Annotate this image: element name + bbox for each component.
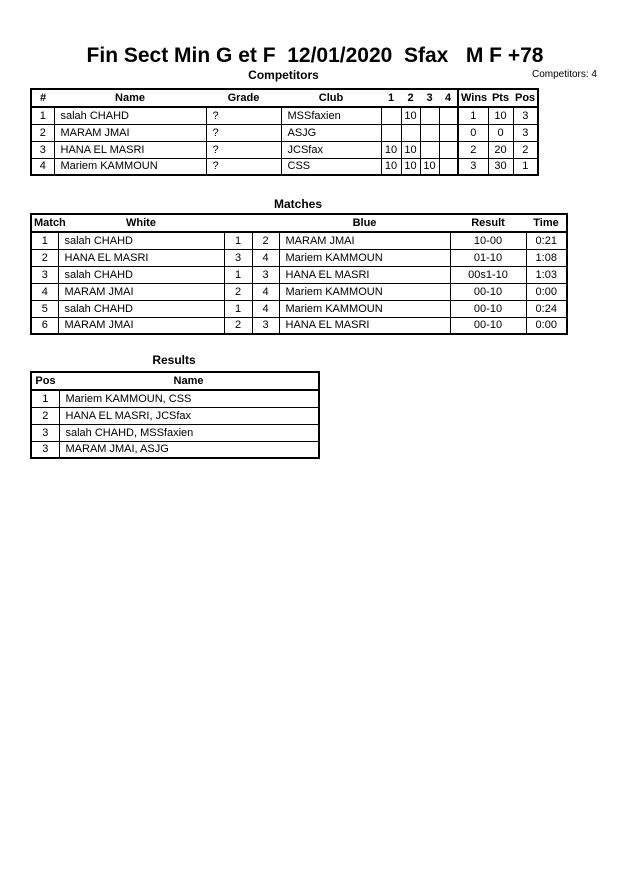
result-row [31,390,319,407]
results-header-row [31,372,319,390]
col-header-club: Club [281,89,381,107]
blue-competitor-number: 4 [252,249,279,266]
col-header-round-1: 1 [381,89,401,107]
competitor-pos: 2 [513,141,538,158]
white-competitor: MARAM JMAI [58,283,224,300]
competitor-pos: 3 [513,107,538,124]
round-3-score [420,141,439,158]
round-3-score [420,107,439,124]
match-time: 0:24 [526,300,567,317]
white-competitor: salah CHAHD [58,300,224,317]
competitor-name: Mariem KAMMOUN [54,158,206,175]
result-name: salah CHAHD, MSSfaxien [59,424,319,441]
white-competitor-number: 2 [224,317,252,334]
competitor-wins: 0 [458,124,488,141]
result-name: MARAM JMAI, ASJG [59,441,319,458]
competitor-grade: ? [206,124,281,141]
competitor-club: ASJG [281,124,381,141]
result-name: Mariem KAMMOUN, CSS [59,390,319,407]
round-1-score [381,107,401,124]
white-competitor: MARAM JMAI [58,317,224,334]
results-section-title: Results [152,353,196,367]
match-time: 0:21 [526,232,567,249]
match-row [31,317,567,334]
col-header-white-number [224,214,252,232]
match-result: 10-00 [450,232,526,249]
competitor-number: 4 [31,158,54,175]
col-header-pos: Pos [31,372,59,390]
white-competitor-number: 1 [224,266,252,283]
white-competitor-number: 1 [224,300,252,317]
col-header-pts: Pts [488,89,513,107]
result-pos: 3 [31,424,59,441]
col-header-time: Time [526,214,567,232]
match-number: 6 [31,317,58,334]
col-header-round-3: 3 [420,89,439,107]
match-number: 5 [31,300,58,317]
round-2-score [401,124,420,141]
col-header-name: Name [54,89,206,107]
match-row [31,300,567,317]
competitor-grade: ? [206,107,281,124]
match-number: 3 [31,266,58,283]
match-number: 2 [31,249,58,266]
competitor-wins: 2 [458,141,488,158]
competitor-row [31,107,538,124]
col-header-name: Name [59,372,319,390]
competitors-header-row [31,89,538,107]
round-4-score [439,141,458,158]
match-number: 1 [31,232,58,249]
competitor-pos: 1 [513,158,538,175]
match-result: 00-10 [450,300,526,317]
col-header-number: # [31,89,54,107]
round-2-score: 10 [401,141,420,158]
round-3-score: 10 [420,158,439,175]
col-header-round-4: 4 [439,89,458,107]
match-result: 00s1-10 [450,266,526,283]
competitor-row [31,158,538,175]
match-result: 00-10 [450,317,526,334]
round-2-score: 10 [401,107,420,124]
white-competitor: salah CHAHD [58,266,224,283]
match-result: 01-10 [450,249,526,266]
match-time: 1:03 [526,266,567,283]
competitor-row [31,124,538,141]
result-name: HANA EL MASRI, JCSfax [59,407,319,424]
blue-competitor: Mariem KAMMOUN [279,249,450,266]
match-time: 0:00 [526,317,567,334]
page-title: Fin Sect Min G et F 12/01/2020 Sfax M F +78 [86,44,544,67]
competitors-table [30,88,539,176]
col-header-blue-number [252,214,279,232]
competitor-pos: 3 [513,124,538,141]
blue-competitor: MARAM JMAI [279,232,450,249]
results-table [30,371,320,459]
blue-competitor: Mariem KAMMOUN [279,300,450,317]
round-1-score: 10 [381,141,401,158]
round-4-score [439,107,458,124]
competitor-club: JCSfax [281,141,381,158]
blue-competitor-number: 4 [252,283,279,300]
white-competitor: HANA EL MASRI [58,249,224,266]
competitor-pts: 10 [488,107,513,124]
white-competitor-number: 2 [224,283,252,300]
matches-section-title: Matches [273,197,323,211]
col-header-result: Result [450,214,526,232]
competitor-club: MSSfaxien [281,107,381,124]
competitor-row [31,141,538,158]
round-1-score: 10 [381,158,401,175]
competitor-grade: ? [206,141,281,158]
matches-header-row [31,214,567,232]
result-row [31,441,319,458]
competitor-number: 3 [31,141,54,158]
competitor-wins: 1 [458,107,488,124]
col-header-wins: Wins [458,89,488,107]
blue-competitor-number: 3 [252,317,279,334]
competitor-name: salah CHAHD [54,107,206,124]
round-3-score [420,124,439,141]
competitor-wins: 3 [458,158,488,175]
round-2-score: 10 [401,158,420,175]
competitor-number: 2 [31,124,54,141]
result-row [31,424,319,441]
match-number: 4 [31,283,58,300]
competitor-name: HANA EL MASRI [54,141,206,158]
competitor-pts: 30 [488,158,513,175]
competitors-count: Competitors: 4 [531,69,597,80]
match-result: 00-10 [450,283,526,300]
round-1-score [381,124,401,141]
result-row [31,407,319,424]
blue-competitor: HANA EL MASRI [279,317,450,334]
result-pos: 2 [31,407,59,424]
competitor-name: MARAM JMAI [54,124,206,141]
col-header-pos: Pos [513,89,538,107]
match-row [31,249,567,266]
competitor-club: CSS [281,158,381,175]
result-pos: 3 [31,441,59,458]
result-pos: 1 [31,390,59,407]
competitors-section-title: Competitors [248,68,319,82]
match-row [31,283,567,300]
blue-competitor-number: 4 [252,300,279,317]
competitor-number: 1 [31,107,54,124]
match-row [31,232,567,249]
competitor-pts: 0 [488,124,513,141]
col-header-match: Match [31,214,58,232]
col-header-blue: Blue [279,214,450,232]
match-row [31,266,567,283]
white-competitor-number: 3 [224,249,252,266]
col-header-white: White [58,214,224,232]
blue-competitor: HANA EL MASRI [279,266,450,283]
col-header-grade: Grade [206,89,281,107]
blue-competitor-number: 3 [252,266,279,283]
competitor-grade: ? [206,158,281,175]
match-time: 1:08 [526,249,567,266]
round-4-score [439,158,458,175]
competitor-pts: 20 [488,141,513,158]
white-competitor: salah CHAHD [58,232,224,249]
white-competitor-number: 1 [224,232,252,249]
col-header-round-2: 2 [401,89,420,107]
match-time: 0:00 [526,283,567,300]
round-4-score [439,124,458,141]
matches-table [30,213,568,335]
blue-competitor: Mariem KAMMOUN [279,283,450,300]
blue-competitor-number: 2 [252,232,279,249]
